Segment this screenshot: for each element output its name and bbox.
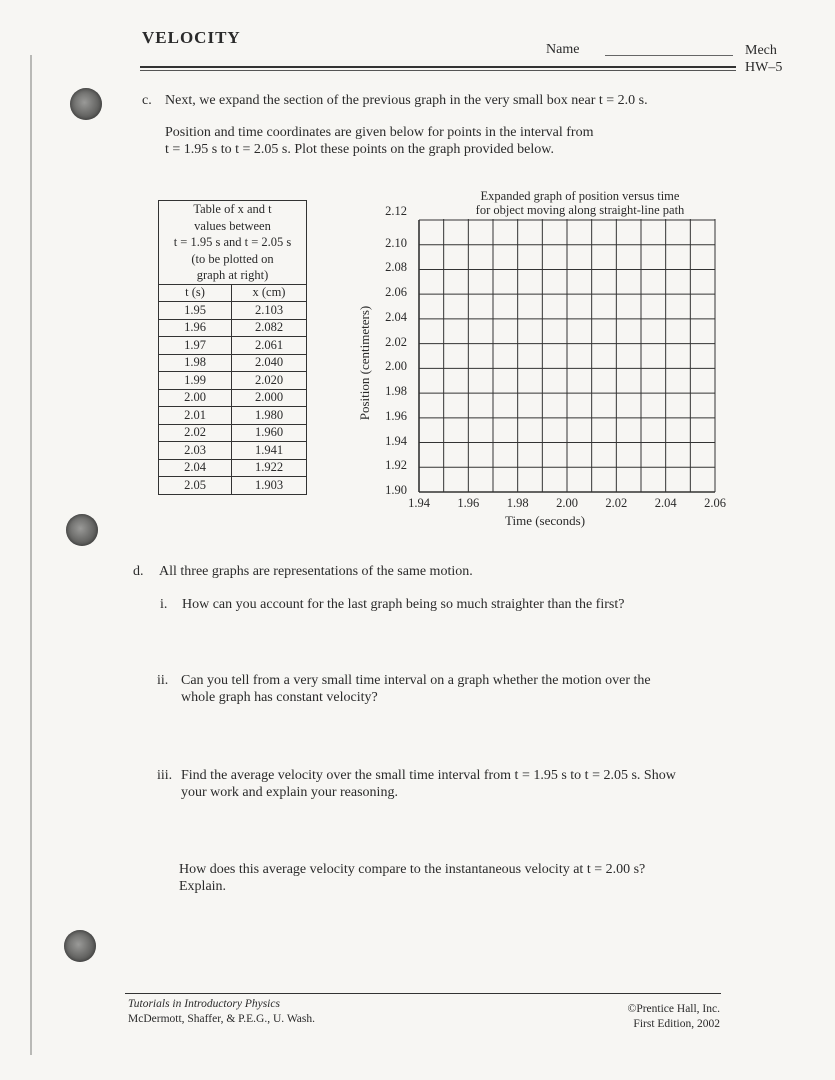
graph-paper (418, 219, 716, 493)
cell-t: 2.03 (159, 442, 232, 460)
cell-x: 2.061 (232, 337, 307, 355)
table-row (159, 477, 307, 495)
footer-book-title: Tutorials in Introductory Physics (128, 998, 280, 1010)
table-caption (159, 201, 307, 285)
part-c-text: Next, we expand the section of the previous graph in the very small box near t = 2.0 s. (165, 93, 648, 108)
cell-x: 2.082 (232, 319, 307, 337)
graph-title-line-1: Expanded graph of position versus time (480, 189, 680, 203)
cell-t: 1.99 (159, 372, 232, 390)
table-row (159, 354, 307, 372)
cell-x: 2.103 (232, 302, 307, 320)
x-tick-label: 1.94 (408, 496, 430, 510)
footer-rule (125, 993, 721, 994)
table-caption-line: values between (194, 218, 271, 233)
cell-x: 1.960 (232, 424, 307, 442)
header-rule-thin (140, 70, 736, 71)
graph-title (380, 189, 780, 217)
header-rule (140, 66, 736, 68)
question-i-label: i. (160, 597, 168, 612)
cell-x: 2.000 (232, 389, 307, 407)
footer-edition: First Edition, 2002 (633, 1018, 720, 1030)
cell-t: 1.95 (159, 302, 232, 320)
x-tick-label: 1.98 (506, 496, 529, 510)
page-edge (30, 55, 32, 1055)
question-iii-text-1: Find the average velocity over the small time interval from t = 1.95 s to t = 2.05 s. Show (181, 768, 676, 783)
cell-x: 1.903 (232, 477, 307, 495)
part-c-instructions-1: Position and time coordinates are given below for points in the interval from (165, 125, 594, 140)
y-tick-label: 1.96 (385, 408, 407, 423)
y-tick-label: 1.92 (385, 458, 407, 473)
x-tick-label: 2.00 (556, 496, 578, 510)
y-tick-label: 2.08 (385, 260, 407, 275)
part-d-label: d. (133, 564, 144, 579)
table-row (159, 302, 307, 320)
x-axis-label: Time (seconds) (505, 513, 586, 528)
y-tick-label: 1.94 (385, 433, 407, 448)
column-header-x: x (cm) (232, 284, 307, 302)
y-tick-label: 1.90 (385, 483, 407, 497)
cell-t: 1.97 (159, 337, 232, 355)
compare-question-1: How does this average velocity compare to the instantaneous velocity at t = 2.00 s? (179, 862, 646, 877)
cell-x: 1.922 (232, 459, 307, 477)
cell-x: 1.941 (232, 442, 307, 460)
table-caption-line: graph at right) (196, 268, 269, 282)
compare-question-2: Explain. (179, 879, 227, 894)
y-tick-label: 2.10 (385, 235, 407, 250)
x-tick-label: 2.02 (605, 496, 628, 510)
data-table (158, 200, 307, 495)
footer-right (600, 1002, 720, 1032)
course-line-2: HW–5 (745, 60, 783, 75)
table-caption-line: (to be plotted on (191, 251, 274, 266)
table-row (159, 442, 307, 460)
footer-left (128, 997, 315, 1027)
x-tick-label: 2.04 (654, 496, 677, 510)
y-tick-label: 2.02 (385, 334, 407, 349)
question-i-text: How can you account for the last graph being so much straighter than the first? (182, 597, 625, 612)
name-field-line (605, 55, 733, 56)
course-code (745, 42, 782, 76)
y-tick-label: 1.98 (385, 384, 407, 399)
question-ii-text-2: whole graph has constant velocity? (181, 690, 378, 705)
question-iii-text-2: your work and explain your reasoning. (181, 785, 398, 800)
punch-hole-top (70, 88, 102, 120)
table-row (159, 337, 307, 355)
question-ii-label: ii. (157, 673, 169, 688)
cell-t: 1.96 (159, 319, 232, 337)
cell-t: 2.00 (159, 389, 232, 407)
x-tick-label: 2.06 (704, 496, 726, 510)
footer-authors: McDermott, Shaffer, & P.E.G., U. Wash. (128, 1013, 315, 1025)
y-tick-label: 2.04 (385, 309, 407, 324)
table-row (159, 459, 307, 477)
table-row (159, 372, 307, 390)
punch-hole-bottom (64, 930, 96, 962)
cell-t: 2.04 (159, 459, 232, 477)
part-c-label: c. (142, 93, 152, 108)
question-ii-text-1: Can you tell from a very small time interval on a graph whether the motion over the (181, 673, 651, 688)
cell-t: 2.01 (159, 407, 232, 425)
table-row (159, 407, 307, 425)
y-tick-label: 2.00 (385, 359, 407, 374)
table-caption-line: t = 1.95 s and t = 2.05 s (173, 235, 292, 249)
y-axis-label: Position (centimeters) (357, 305, 372, 421)
question-iii-label: iii. (157, 768, 173, 783)
cell-t: 2.05 (159, 477, 232, 495)
page-title: VELOCITY (142, 28, 241, 47)
table-row (159, 424, 307, 442)
course-line-1: Mech (745, 43, 777, 58)
cell-x: 1.980 (232, 407, 307, 425)
cell-x: 2.040 (232, 354, 307, 372)
cell-t: 1.98 (159, 354, 232, 372)
part-c-instructions-2: t = 1.95 s to t = 2.05 s. Plot these points on the graph provided below. (165, 142, 554, 157)
footer-copyright: ©Prentice Hall, Inc. (627, 1003, 720, 1015)
cell-t: 2.02 (159, 424, 232, 442)
name-label: Name (546, 42, 580, 57)
table-row (159, 319, 307, 337)
punch-hole-middle (66, 514, 98, 546)
table-row (159, 389, 307, 407)
y-tick-label: 2.06 (385, 285, 407, 300)
cell-x: 2.020 (232, 372, 307, 390)
table-caption-line: Table of x and t (193, 202, 272, 216)
y-tick-label: 2.12 (385, 204, 407, 218)
column-header-t: t (s) (159, 284, 232, 302)
graph-title-line-2: for object moving along straight-line path (475, 203, 685, 217)
part-d-text: All three graphs are representations of the same motion. (159, 564, 473, 579)
x-tick-label: 1.96 (457, 496, 480, 510)
